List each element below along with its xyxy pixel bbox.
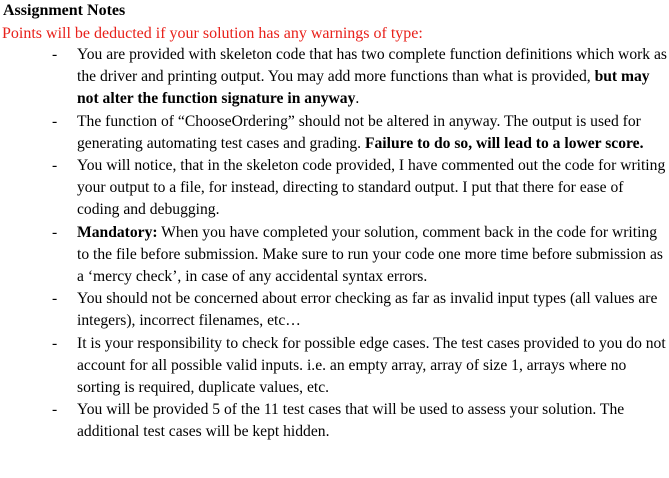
bullet-text: [77, 401, 624, 440]
list-item: [0, 222, 669, 289]
list-item: [0, 288, 669, 332]
bullet-text: [77, 113, 643, 152]
bullet-text: [77, 290, 657, 329]
text-run: It is your responsibility to check for possible edge cases. The test cases provided to you do not account for all possible valid inputs. i.e. an empty array, array of size 1, arrays where no sorting is required, duplicate values, etc.: [77, 334, 666, 397]
text-run: When you have completed your solution, comment back in the code for writing to the file before submission. Make sure to run your code one more time before submission as a ‘mercy check’, in case of any accidental syntax errors.: [77, 223, 663, 286]
bullet-dash: -: [52, 46, 58, 63]
section-heading: Assignment Notes: [3, 2, 126, 19]
emphasized-text: but may not alter the function signature in anyway: [77, 68, 650, 108]
bullet-dash: -: [52, 290, 58, 308]
bullet-dash: -: [52, 401, 58, 419]
emphasized-text: Mandatory:: [77, 223, 158, 241]
emphasized-text: Failure to do so, will lead to a lower score.: [364, 134, 644, 152]
bullet-text: [77, 224, 663, 285]
text-run: You will notice, that in the skeleton code provided, I have commented out the code for writing your output to a file, for instead, directing to standard output. I put that there for ease of coding and debugging.: [77, 157, 666, 219]
notes-list: [0, 44, 669, 444]
bullet-text: [77, 46, 667, 107]
list-item: [0, 44, 669, 111]
bullet-dash: -: [52, 157, 58, 175]
bullet-text: [77, 335, 666, 396]
bullet-text: [77, 157, 665, 218]
bullet-dash: -: [52, 112, 58, 130]
text-run: You should not be concerned about error checking as far as invalid input types (all values are integers), incorrect filenames, etc…: [77, 290, 658, 330]
text-run: You will be provided 5 of the 11 test cases that will be used to assess your solution. The additional test cases will be kept hidden.: [77, 401, 625, 441]
list-item: [0, 155, 669, 222]
text-run: .: [355, 90, 360, 108]
warning-notice: Points will be deducted if your solution has any warnings of type:: [2, 25, 423, 42]
bullet-dash: -: [52, 334, 58, 352]
list-item: [0, 399, 669, 443]
list-item: [0, 333, 669, 400]
list-item: [0, 111, 669, 155]
bullet-dash: -: [52, 223, 58, 241]
text-run: You are provided with skeleton code that has two complete function definitions which work as the driver and printing output. You may add more functions than what is provided,: [77, 46, 667, 86]
text-run: The function of “ChooseOrdering” should not be altered in anyway. The output is used for generating automating test cases and grading.: [77, 112, 641, 152]
